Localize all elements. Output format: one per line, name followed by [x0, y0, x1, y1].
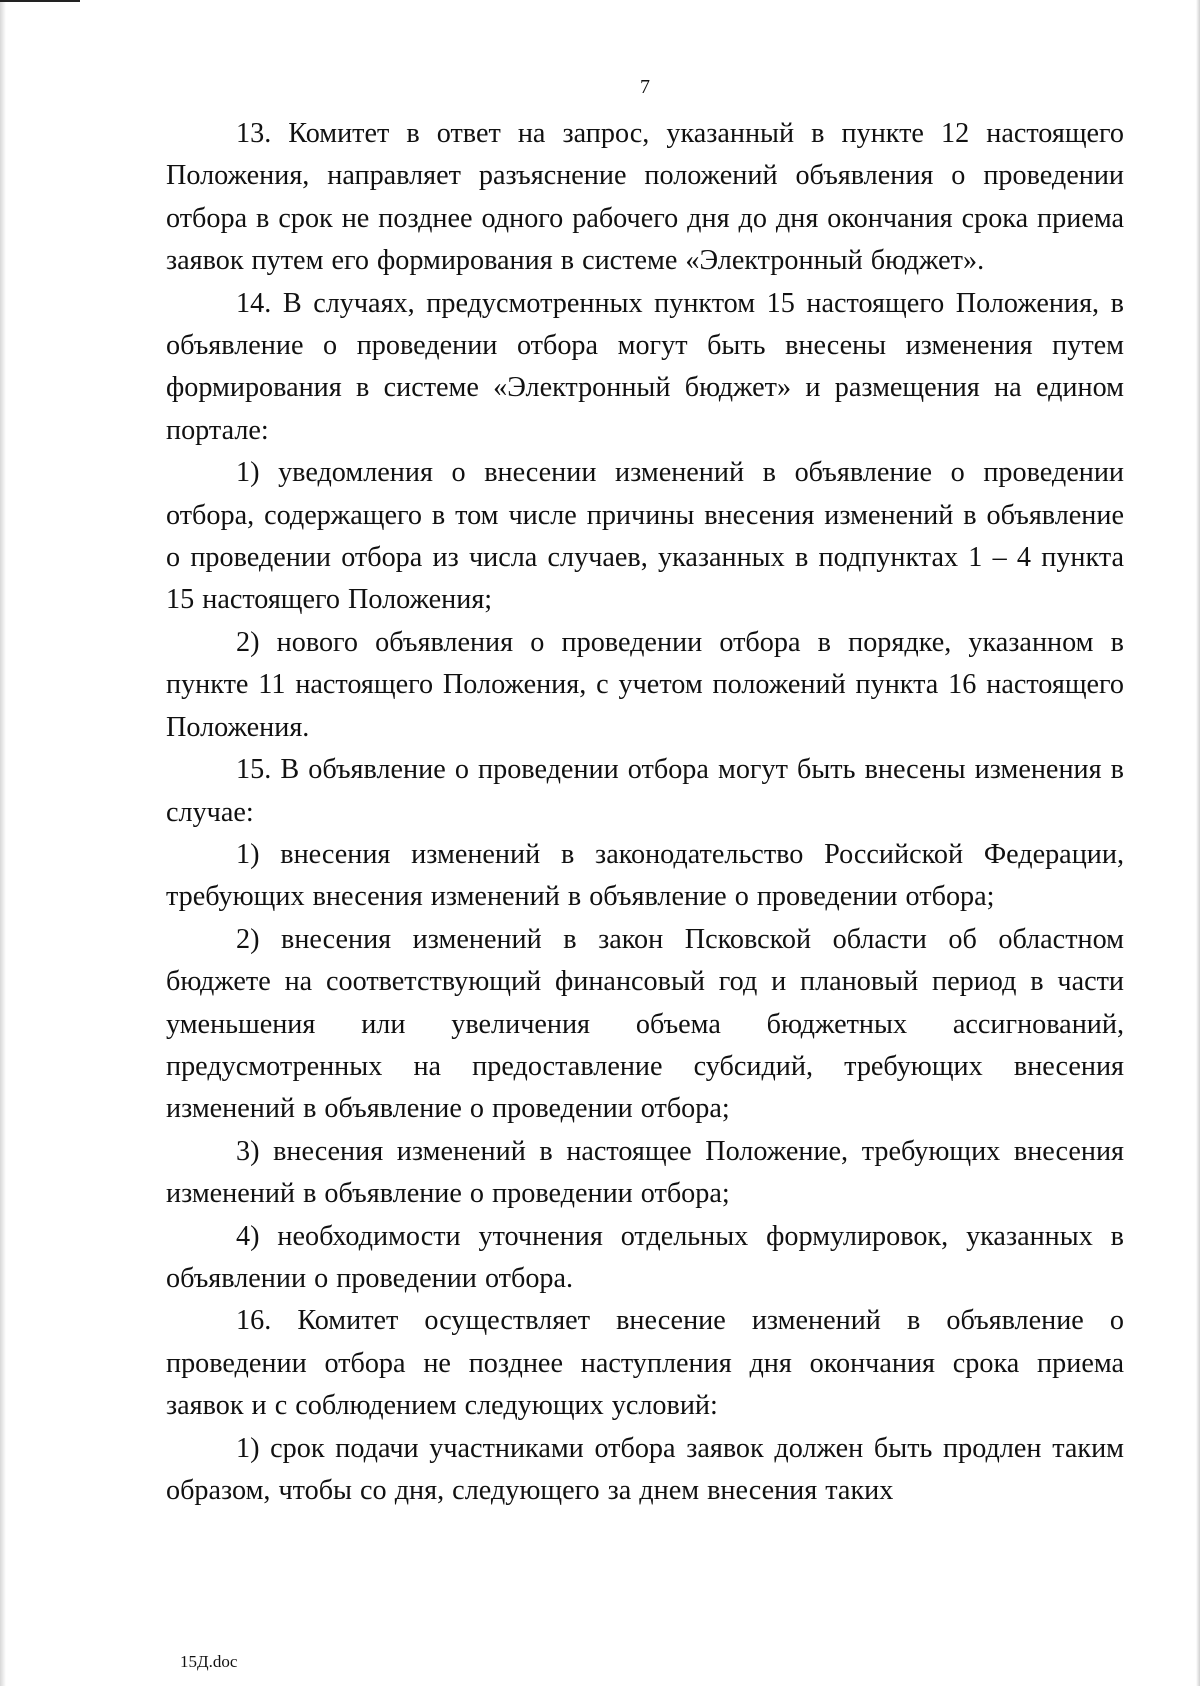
paragraph-14-item-2: 2) нового объявления о проведении отбора в порядке, указанном в пункте 11 настоящего Положения, с учетом положений пункта 16 настоящего Положения.: [166, 626, 1124, 743]
paragraph-13: 13. Комитет в ответ на запрос, указанный в пункте 12 настоящего Положения, направляет разъяснение положений объявления о проведении отбора в срок не позднее одного рабочего дня до дня окончания срока приема заявок путем его формирования в системе «Электронный бюджет».: [166, 118, 1124, 277]
scan-edge-right: [1196, 0, 1200, 1686]
paragraph-15-item-4: 4) необходимости уточнения отдельных формулировок, указанных в объявлении о проведении отбора.: [166, 1220, 1124, 1294]
paragraph-15-item-3: 3) внесения изменений в настоящее Положение, требующих внесения изменений в объявление о проведении отбора;: [166, 1135, 1124, 1210]
paragraph-16: 16. Комитет осуществляет внесение изменений в объявление о проведении отбора не позднее наступления дня окончания срока приема заявок и с соблюдением следующих условий:: [166, 1305, 1124, 1422]
document-body: [166, 113, 1124, 1512]
page-number: 7: [640, 76, 650, 98]
paragraph-14-item-1: 1) уведомления о внесении изменений в объявление о проведении отбора, содержащего в том числе причины внесения изменений в объявление о проведении отбора из числа случаев, указанных в подпунктах 1 – 4 пункта 15 настоящего Положения;: [166, 457, 1124, 616]
paragraph-14: 14. В случаях, предусмотренных пунктом 15 настоящего Положения, в объявление о проведении отбора могут быть внесены изменения путем формирования в системе «Электронный бюджет» и размещения на едином портале:: [166, 287, 1124, 446]
top-rule: [0, 0, 80, 2]
footer-filename: 15Д.doc: [180, 1652, 238, 1671]
paragraph-15-item-2: 2) внесения изменений в закон Псковской области об областном бюджете на соответствующий финансовый год и плановый период в части уменьшения или увеличения объема бюджетных ассигнований, предусмотренных на предоставление субсидий, требующих внесения изменений в объявление о проведении отбора;: [166, 923, 1124, 1125]
paragraph-15-item-1: 1) внесения изменений в законодательство Российской Федерации, требующих внесения изменений в объявление о проведении отбора;: [166, 838, 1124, 913]
paragraph-16-item-1: 1) срок подачи участниками отбора заявок должен быть продлен таким образом, чтобы со дня, следующего за днем внесения таких: [166, 1432, 1124, 1506]
scan-edge-left: [0, 0, 6, 1686]
paragraph-15: 15. В объявление о проведении отбора могут быть внесены изменения в случае:: [166, 754, 1124, 828]
